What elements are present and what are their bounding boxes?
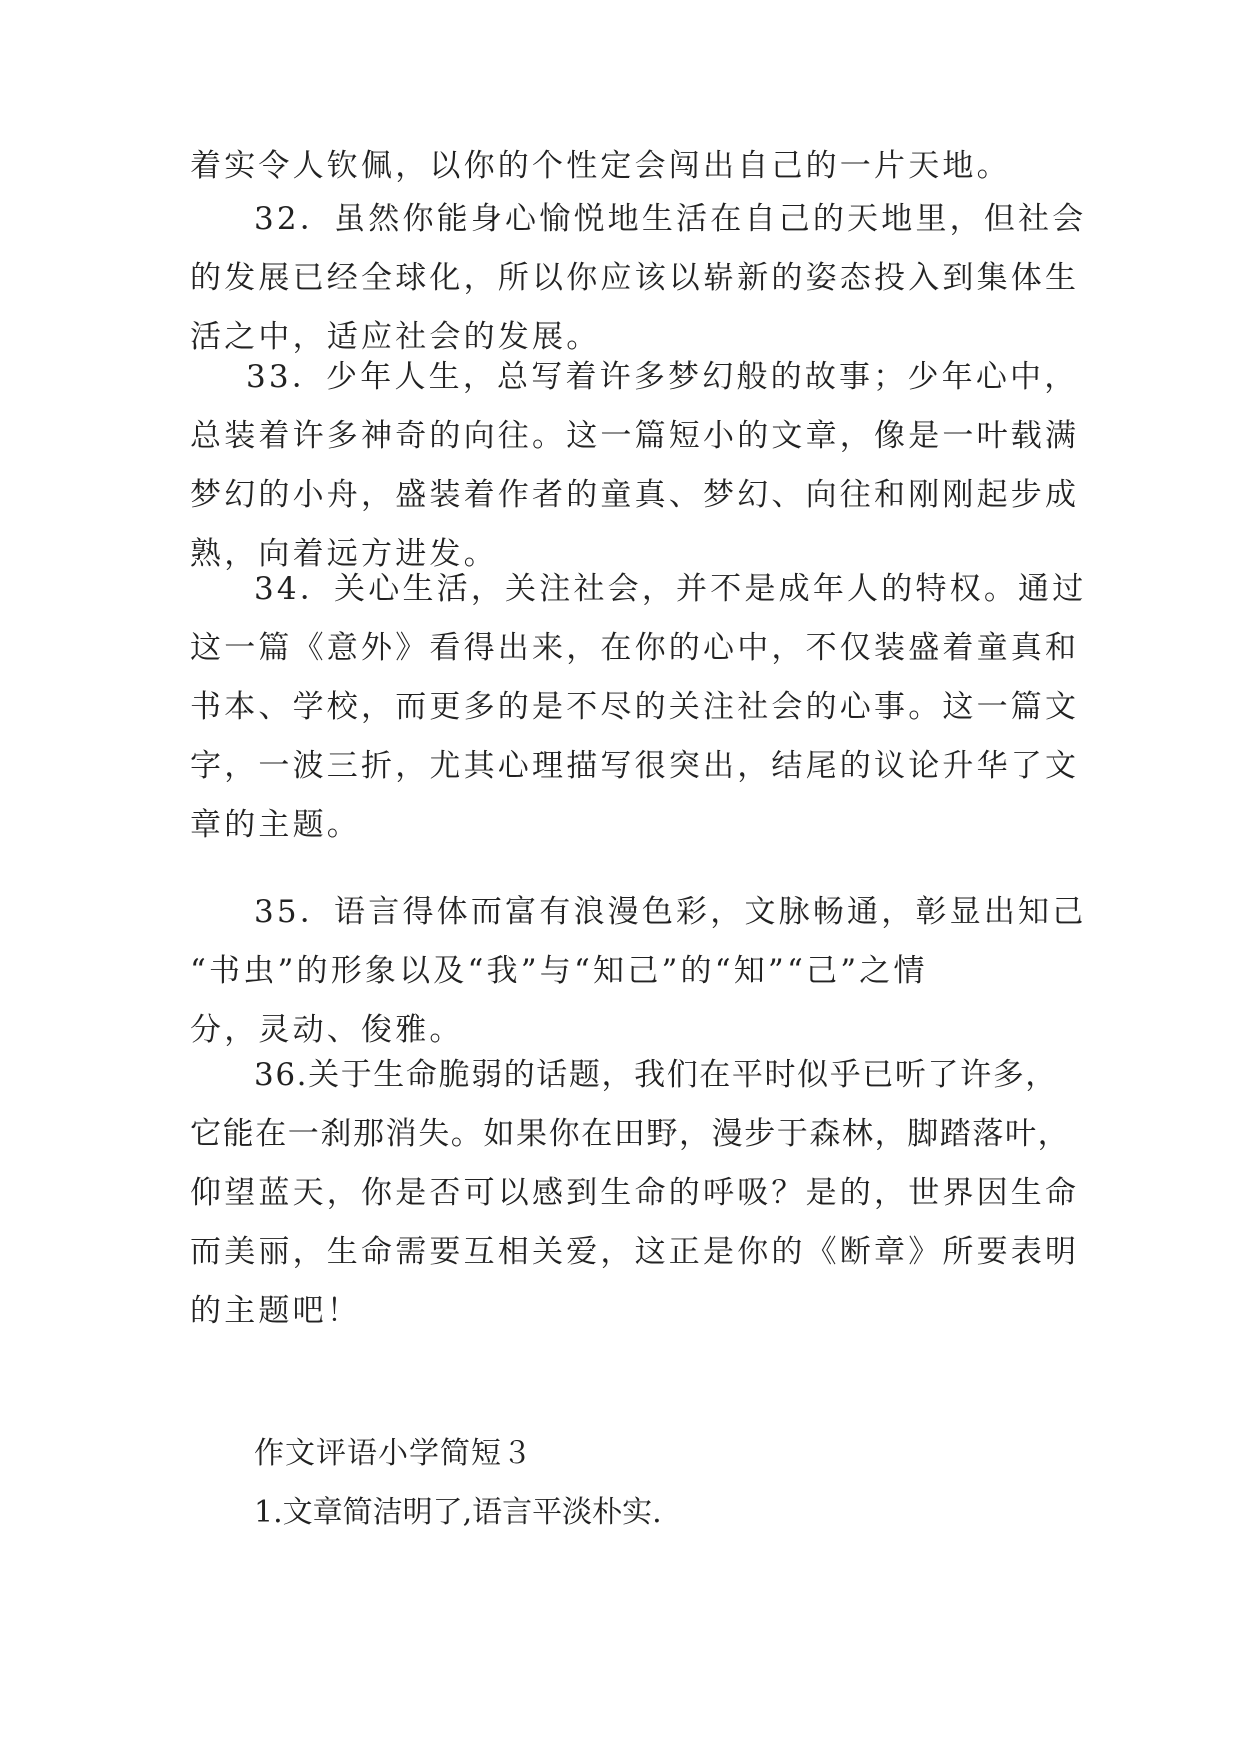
text-line: 的发展已经全球化，所以你应该以崭新的姿态投入到集体生	[190, 260, 1080, 296]
text-line: 活之中，适应社会的发展。	[190, 319, 601, 355]
paragraph-32	[190, 190, 1087, 367]
section-title: 作文评语小学简短３	[254, 1436, 533, 1471]
paragraph-continuation	[190, 137, 1070, 196]
text-line: 章的主题。	[190, 807, 361, 843]
text-line: 这一篇《意外》看得出来，在你的心中，不仅装盛着童真和	[190, 630, 1080, 666]
text-line: “书虫”的形象以及“我”与“知己”的“知”“己”之情	[190, 953, 928, 989]
text-line: 36.关于生命脆弱的话题，我们在平时似乎已听了许多，	[254, 1057, 1058, 1093]
text-line: 32．虽然你能身心愉悦地生活在自己的天地里，但社会	[254, 201, 1087, 237]
text-line: 梦幻的小舟，盛装着作者的童真、梦幻、向往和刚刚起步成	[190, 477, 1080, 513]
paragraph-33	[190, 348, 1080, 584]
text-line: 而美丽，生命需要互相关爱，这正是你的《断章》所要表明	[190, 1234, 1080, 1270]
text-line: 35．语言得体而富有浪漫色彩，文脉畅通，彰显出知己	[254, 894, 1087, 930]
text-line: 总装着许多神奇的向往。这一篇短小的文章，像是一叶载满	[190, 418, 1080, 454]
text-line: 着实令人钦佩，以你的个性定会闯出自己的一片天地。	[190, 148, 1011, 184]
text-line: 仰望蓝天，你是否可以感到生命的呼吸？是的，世界因生命	[190, 1175, 1080, 1211]
text-line: 字，一波三折，尤其心理描写很突出，结尾的议论升华了文	[190, 748, 1080, 784]
paragraph-34	[190, 560, 1087, 855]
text-line: 的主题吧！	[190, 1293, 361, 1329]
paragraph-35	[190, 883, 1087, 1060]
text-line: 33．少年人生，总写着许多梦幻般的故事；少年心中，	[246, 359, 1079, 395]
section-first-item: 1.文章简洁明了,语言平淡朴实.	[254, 1495, 662, 1530]
text-line: 它能在一刹那消失。如果你在田野，漫步于森林，脚踏落叶，	[190, 1116, 1071, 1152]
text-line: 书本、学校，而更多的是不尽的关注社会的心事。这一篇文	[190, 689, 1080, 725]
text-line: 分，灵动、俊雅。	[190, 1012, 464, 1048]
paragraph-36	[190, 1046, 1080, 1341]
section-block	[254, 1424, 662, 1542]
text-line: 熟，向着远方进发。	[190, 536, 498, 572]
text-line: 34．关心生活，关注社会，并不是成年人的特权。通过	[254, 571, 1087, 607]
